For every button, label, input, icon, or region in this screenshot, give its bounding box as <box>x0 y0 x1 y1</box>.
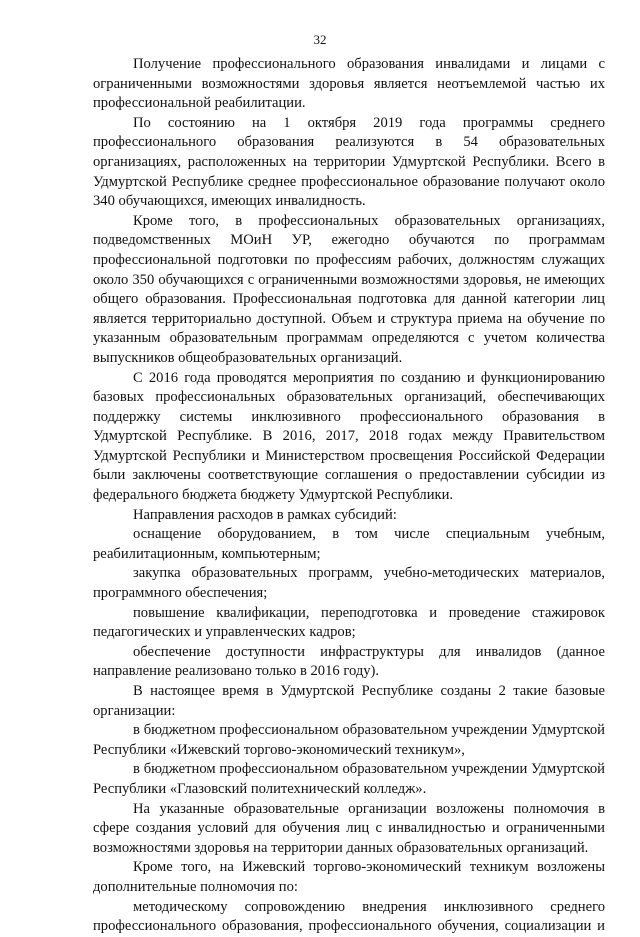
paragraph-expense-directions: Направления расходов в рамках субсидий: <box>133 506 397 523</box>
paragraph-additional-powers: Кроме того, на Ижевский торгово-экономический техникум возложены дополнительные полномочия по: <box>93 859 605 895</box>
paragraph-statistics: По состоянию на 1 октября 2019 года программы среднего профессионального образования реализуются в 54 образовательных организациях, расположенных на территории Удмуртской Республики. Всего в Удмуртской Республике среднее профессиональное образование получают около 340 обучающихся, имеющих инвалидность. <box>93 114 605 210</box>
paragraph-powers: На указанные образовательные организации возложены полномочия в сфере создания условий для обучения лиц с инвалидностью и ограниченными возможностями здоровья на территории данных образовательных организаций. <box>93 800 605 856</box>
list-item-izhevsk-college: в бюджетном профессиональном образовательном учреждении Удмуртской Республики «Ижевский торгово-экономический техникум», <box>93 722 605 758</box>
page-number: 32 <box>313 32 327 47</box>
list-item-glazov-college: в бюджетном профессиональном образовательном учреждении Удмуртской Республики «Глазовский политехнический колледж». <box>93 761 605 797</box>
list-item-programs: закупка образовательных программ, учебно-методических материалов, программного обеспечения; <box>93 565 605 602</box>
list-item-accessibility: обеспечение доступности инфраструктуры для инвалидов (данное направление реализовано только в 2016 году). <box>93 643 605 680</box>
paragraph-created-organizations: В настоящее время в Удмуртской Республике созданы 2 такие базовые организации: <box>93 683 605 719</box>
document-body <box>93 55 605 937</box>
list-item-methodical-support: методическому сопровождению внедрения инклюзивного среднего профессионального образования, профессионального обучения, социализации и <box>93 898 605 935</box>
list-item-qualification: повышение квалификации, переподготовка и проведение стажировок педагогических и управленческих кадров; <box>93 604 605 641</box>
paragraph-vocational-training: Кроме того, в профессиональных образовательных организациях, подведомственных МОиН УР, ежегодно обучаются по программам профессиональной подготовки по профессиям рабочих, должностям служащих около 350 обучающихся с ограниченными возможностями здоровья, не имеющих общего образования. Профессиональная подготовка для данной категории лиц является территориально доступной. Объем и структура приема на обучение по указанным образовательным программам определяются с учетом количества выпускников общеобразовательных организаций. <box>93 212 605 366</box>
list-item-equipment: оснащение оборудованием, в том числе специальным учебным, реабилитационным, компьютерным; <box>93 526 605 562</box>
paragraph-rehabilitation: Получение профессионального образования инвалидами и лицами с ограниченными возможностями здоровья является неотъемлемой частью их профессиональной реабилитации. <box>93 56 605 112</box>
paragraph-base-organizations: С 2016 года проводятся мероприятия по созданию и функционированию базовых профессиональных образовательных организаций, обеспечивающих поддержку системы инклюзивного профессионального образования в Удмуртской Республике. В 2016, 2017, 2018 годах между Правительством Удмуртской Республики и Министерством просвещения Российской Федерации были заключены соответствующие соглашения о предоставлении субсидии из федерального бюджета бюджету Удмуртской Республики. <box>93 369 605 504</box>
